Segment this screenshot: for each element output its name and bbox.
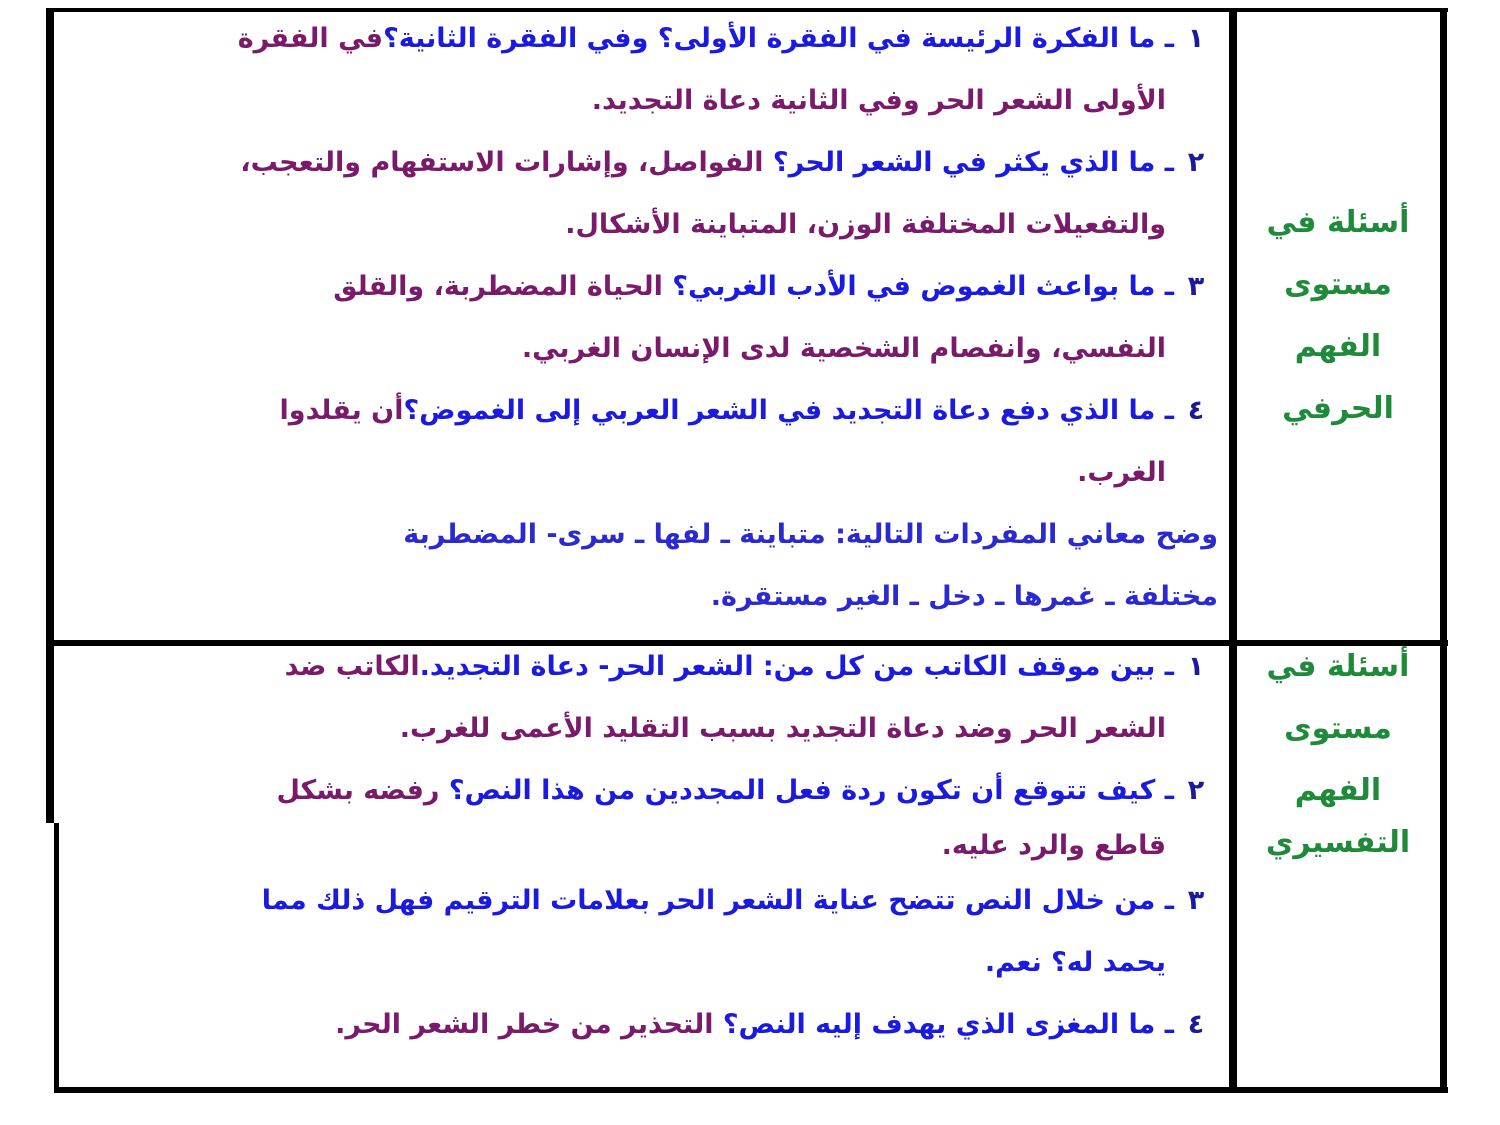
answer-continuation: قاطع والرد عليه.: [941, 830, 1166, 861]
category-line: التفسيري: [1265, 825, 1411, 860]
answer-text: رفضه بشكل: [276, 775, 449, 806]
category-line: مستوى: [1284, 267, 1392, 302]
question-number: ٣: [1187, 885, 1205, 916]
category-line: الفهم: [1294, 329, 1382, 364]
category-interpretive-comprehension: [1240, 636, 1436, 874]
category-line: أسئلة في: [1266, 649, 1410, 684]
question-text: ـ ما الفكرة الرئيسة في الفقرة الأولى؟ وفي الفقرة الثانية؟: [383, 23, 1174, 54]
interpretive-questions-cell: [58, 636, 1218, 1056]
question-item: [58, 760, 1218, 870]
question-number: ٤: [1187, 395, 1205, 426]
answer-continuation: الغرب.: [1077, 457, 1166, 488]
category-line: أسئلة في: [1266, 205, 1410, 240]
question-text: ـ من خلال النص تتضح عناية الشعر الحر بعلامات الترقيم فهل ذلك مما: [261, 885, 1174, 916]
column-divider: [1229, 8, 1237, 1093]
question-item: [58, 994, 1218, 1056]
category-line: الحرفي: [1282, 391, 1394, 426]
question-number: ٢: [1187, 147, 1205, 178]
question-continuation-text: يحمد له؟ نعم.: [984, 947, 1166, 978]
question-text: ـ ما الذي دفع دعاة التجديد في الشعر العربي إلى الغموض؟: [403, 395, 1174, 426]
answer-text: في الفقرة: [237, 23, 384, 54]
question-item: [58, 132, 1218, 256]
question-item: [58, 8, 1218, 132]
question-number: ٢: [1187, 775, 1205, 806]
literal-questions-cell: [58, 8, 1218, 628]
question-number: ١: [1187, 23, 1205, 54]
question-text: ـ بين موقف الكاتب من كل من: الشعر الحر- دعاة التجديد.: [419, 651, 1174, 682]
table-right-border: [1440, 8, 1447, 1093]
question-continuation: [58, 932, 1218, 994]
question-number: ٤: [1187, 1009, 1205, 1040]
answer-continuation: والتفعيلات المختلفة الوزن، المتباينة الأشكال.: [565, 209, 1166, 240]
question-text: ـ ما الذي يكثر في الشعر الحر؟: [772, 147, 1174, 178]
question-text: ـ كيف تتوقع أن تكون ردة فعل المجددين من هذا النص؟: [448, 775, 1174, 806]
question-text: ـ ما المغزى الذي يهدف إليه النص؟: [722, 1009, 1174, 1040]
answer-text: التحذير من خطر الشعر الحر.: [335, 1009, 723, 1040]
question-text: ـ ما بواعث الغموض في الأدب الغربي؟: [672, 271, 1174, 302]
answer-continuation: الشعر الحر وضد دعاة التجديد بسبب التقليد الأعمى للغرب.: [399, 713, 1166, 744]
category-line: مستوى: [1284, 711, 1392, 746]
question-number: ١: [1187, 651, 1205, 682]
question-item: [58, 636, 1218, 760]
table-bottom-border: [56, 1087, 1448, 1093]
vocabulary-prompt-continuation: مختلفة ـ غمرها ـ دخل ـ الغير مستقرة.: [710, 581, 1218, 612]
answer-text: أن يقلدوا: [279, 395, 404, 426]
category-literal-comprehension: [1240, 192, 1436, 440]
table-left-border: [46, 8, 54, 823]
answer-text: الفواصل، وإشارات الاستفهام والتعجب،: [240, 147, 773, 178]
question-item: [58, 870, 1218, 994]
answer-continuation: النفسي، وانفصام الشخصية لدى الإنسان الغربي.: [521, 333, 1166, 364]
vocabulary-prompt: وضح معاني المفردات التالية: متباينة ـ لفها ـ سرى- المضطربة: [403, 519, 1218, 550]
category-line: الفهم: [1294, 773, 1382, 808]
question-item: [58, 380, 1218, 504]
answer-continuation: الأولى الشعر الحر وفي الثانية دعاة التجديد.: [591, 85, 1166, 116]
question-item: [58, 256, 1218, 380]
answer-text: الحياة المضطربة، والقلق: [333, 271, 673, 302]
question-number: ٣: [1187, 271, 1205, 302]
answer-text: الكاتب ضد: [284, 651, 420, 682]
